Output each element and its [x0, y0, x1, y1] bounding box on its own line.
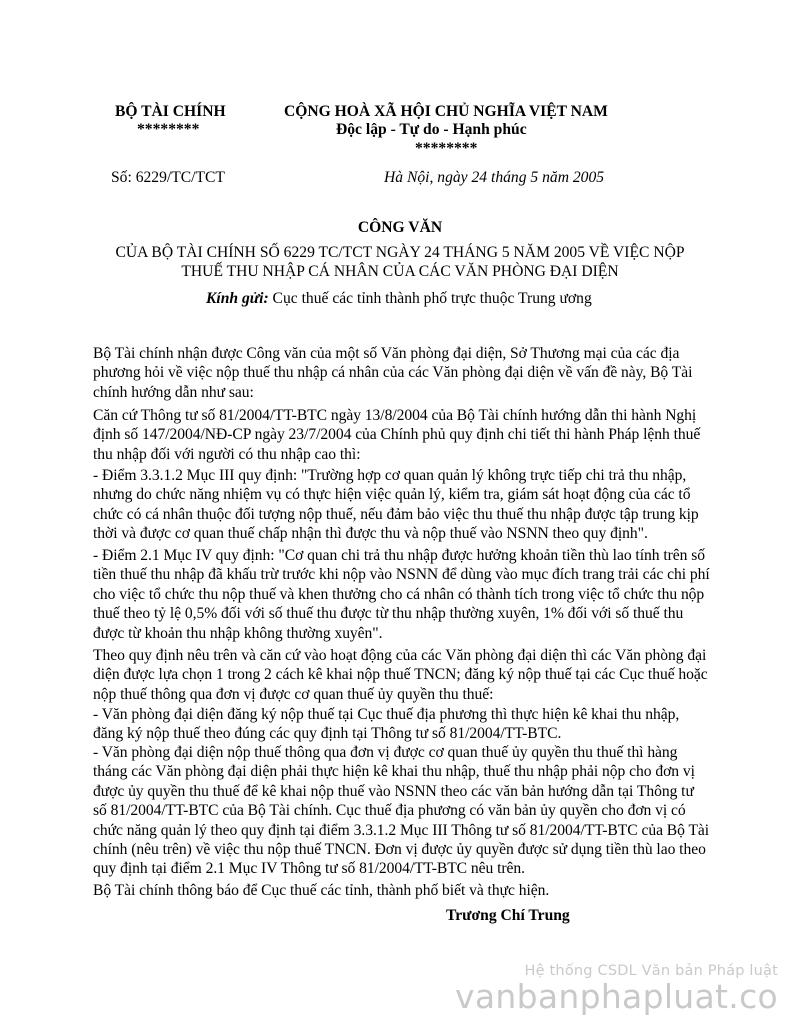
watermark-line2: vanbanphapluat.co — [455, 977, 778, 1016]
recipient-label: Kính gửi: — [206, 290, 269, 307]
paragraph-options: Theo quy định nêu trên và căn cứ vào hoạt động của các Văn phòng đại diện thì các Văn phòng đại diện được lựa chọn 1 trong 2 cách kê khai nộp thuế TNCN; đăng ký nộp thuế tại các Cục thuế hoặc nộp thuế thông qua đơn vị được cơ quan thuế ủy quyền thu thuế: — [93, 647, 708, 703]
document-title: CÔNG VĂN — [357, 219, 443, 236]
motto-stars: ******** — [415, 140, 478, 157]
nation-name: CỘNG HOÀ XÃ HỘI CHỦ NGHĨA VIỆT NAM — [284, 103, 608, 120]
document-subtitle-line1: CỦA BỘ TÀI CHÍNH SỐ 6229 TC/TCT NGÀY 24 THÁNG 5 NĂM 2005 VỀ VIỆC NỘP — [115, 244, 685, 261]
paragraph-option-1: - Văn phòng đại diện đăng ký nộp thuế tại Cục thuế địa phương thì thực hiện kê khai thu nhập, đăng ký nộp thuế theo đúng các quy định tại Thông tư số 81/2004/TT-BTC. — [93, 706, 680, 743]
nation-motto: Độc lập - Tự do - Hạnh phúc — [336, 121, 527, 138]
paragraph-point-2-1: - Điểm 2.1 Mục IV quy định: "Cơ quan chi trả thu nhập được hưởng khoản tiền thù lao tính trên số tiền thuế thu nhập đã khấu trừ trước khi nộp vào NSNN để dùng vào mục đích trang trải các chi phí cho việc tổ chức thu nộp thuế và khen thưởng cho cá nhân có thành tích trong việc tổ chức thu nộp thuế theo tỷ lệ 0,5% đối với số thuế thu được từ thu nhập thường xuyên, 1% đối với số thuế thu được từ khoản thu nhập không thường xuyên". — [93, 547, 710, 642]
signature-name: Trương Chí Trung — [446, 907, 570, 924]
document-number: Số: 6229/TC/TCT — [111, 169, 225, 186]
watermark-line1: Hệ thống CSDL Văn bản Pháp luật — [524, 963, 778, 979]
paragraph-legal-basis: Căn cứ Thông tư số 81/2004/TT-BTC ngày 13/8/2004 của Bộ Tài chính hướng dẫn thi hành Nghị định số 147/2004/NĐ-CP ngày 23/7/2004 của Chính phủ quy định chi tiết thi hành Pháp lệnh thuế thu nhập đối với người có thu nhập cao thì: — [93, 407, 701, 463]
recipient-value: Cục thuế các tỉnh thành phố trực thuộc Trung ương — [268, 290, 592, 307]
document-place-date: Hà Nội, ngày 24 tháng 5 năm 2005 — [384, 169, 605, 186]
ministry-name: BỘ TÀI CHÍNH — [115, 103, 226, 120]
paragraph-point-3-3-1-2: - Điểm 3.3.1.2 Mục III quy định: "Trường hợp cơ quan quản lý không trực tiếp chi trả thu nhập, nhưng do chức năng nhiệm vụ có thực hiện việc quản lý, kiểm tra, giám sát hoạt động của các tổ chức có cá nhân thuộc đối tượng nộp thuế, nếu đảm bảo việc thu thuế thu nhập được tập trung kịp thời và được cơ quan thuế chấp nhận thì được thu và nộp thuế vào NSNN theo quy định". — [93, 467, 699, 543]
paragraph-intro: Bộ Tài chính nhận được Công văn của một số Văn phòng đại diện, Sở Thương mại của các địa phương hỏi về việc nộp thuế thu nhập cá nhân của các Văn phòng đại diện về vấn đề này, Bộ Tài chính hướng dẫn như sau: — [93, 345, 693, 401]
document-subtitle-line2: THUẾ THU NHẬP CÁ NHÂN CỦA CÁC VĂN PHÒNG ĐẠI DIỆN — [181, 263, 619, 280]
paragraph-conclusion: Bộ Tài chính thông báo để Cục thuế các tỉnh, thành phố biết và thực hiện. — [93, 882, 550, 899]
recipient — [206, 290, 592, 308]
ministry-stars: ******** — [137, 121, 200, 138]
paragraph-option-2: - Văn phòng đại diện nộp thuế thông qua đơn vị được cơ quan thuế ủy quyền thu thuế thì hàng tháng các Văn phòng đại diện phải thực hiện kê khai thu nhập, thuế thu nhập phải nộp cho đơn vị được ủy quyền thu thuế để kê khai nộp thuế vào NSNN theo các văn bản hướng dẫn tại Thông tư số 81/2004/TT-BTC của Bộ Tài chính. Cục thuế địa phương có văn bản ủy quyền cho đơn vị có chức năng quản lý theo quy định tại điểm 3.3.1.2 Mục III Thông tư số 81/2004/TT-BTC của Bộ Tài chính (nêu trên) về việc thu nộp thuế TNCN. Đơn vị được ủy quyền được sử dụng tiền thù lao theo quy định tại điểm 2.1 Mục IV Thông tư số 81/2004/TT-BTC nêu trên. — [93, 744, 710, 878]
